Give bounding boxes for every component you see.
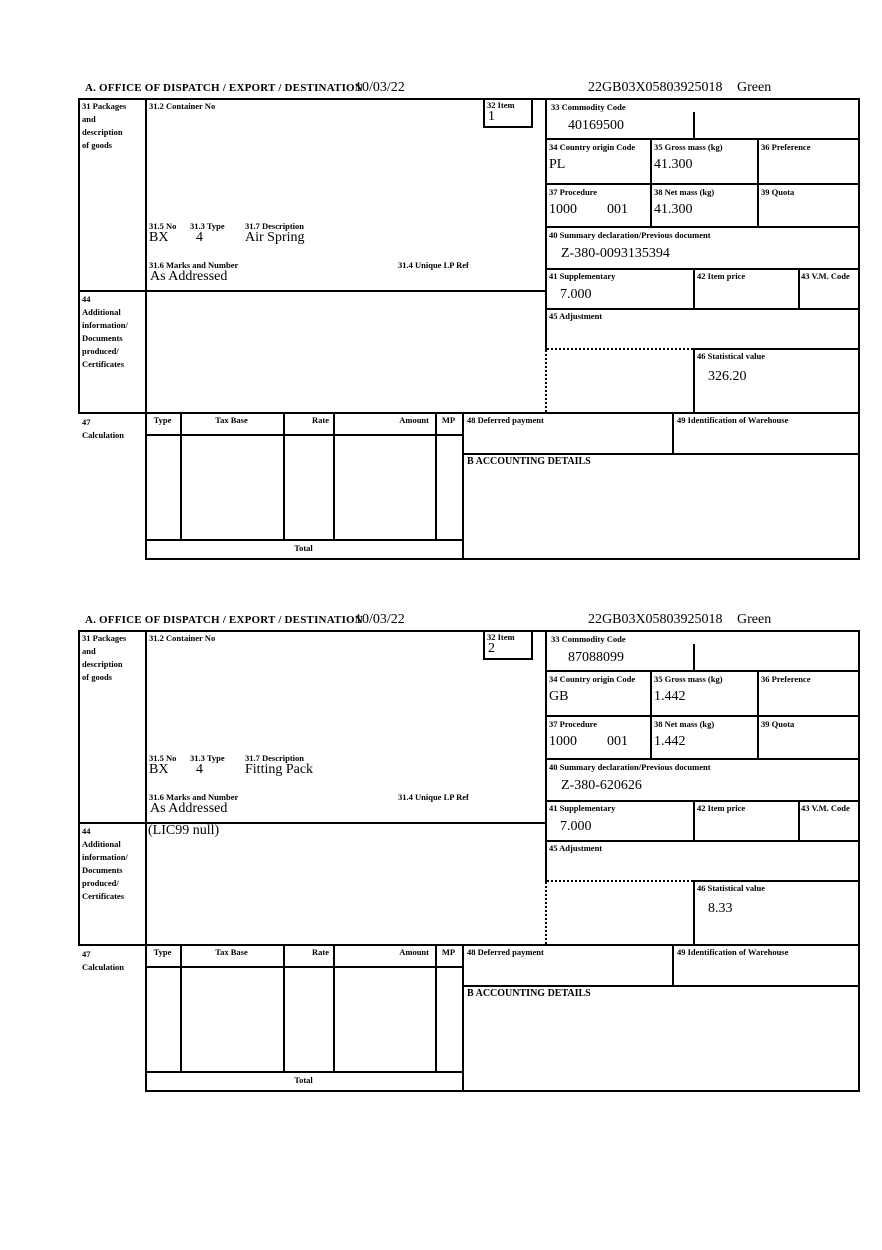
box31-label: of goods — [82, 140, 112, 150]
previous-document-value: Z-380-0093135394 — [561, 246, 670, 261]
supplementary-label: 41 Supplementary — [549, 803, 616, 813]
country-origin-label: 34 Country origin Code — [549, 142, 636, 152]
net-mass-label: 38 Net mass (kg) — [654, 187, 715, 197]
box44-label: produced/ — [82, 878, 119, 888]
grid-line — [757, 138, 759, 226]
marks-number-label: 31.6 Marks and Number — [149, 260, 239, 270]
grid-line — [483, 630, 485, 660]
commodity-code-value: 40169500 — [568, 118, 624, 133]
box47-label: 47 — [82, 949, 91, 959]
grid-line — [145, 966, 462, 968]
vm-code-label: 43 V.M. Code — [801, 803, 850, 813]
grid-line — [693, 348, 860, 350]
procedure-value-1: 1000 — [549, 734, 577, 749]
additional-info-value: (LIC99 null) — [148, 823, 220, 838]
deferred-payment-label: 48 Deferred payment — [467, 947, 544, 957]
quota-label: 39 Quota — [761, 719, 795, 729]
box31-label: and — [82, 646, 96, 656]
routing-status: Green — [737, 612, 772, 627]
box31-label: of goods — [82, 672, 112, 682]
grid-line — [531, 630, 533, 660]
calc-total-label: Total — [294, 543, 313, 553]
package-no-label: 31.5 No — [149, 221, 177, 231]
package-no-value: BX — [149, 230, 169, 245]
grid-line — [693, 268, 695, 308]
grid-line — [693, 800, 695, 840]
summary-declaration-label: 40 Summary declaration/Previous document — [549, 230, 711, 240]
procedure-label: 37 Procedure — [549, 719, 598, 729]
net-mass-value: 1.442 — [654, 734, 686, 749]
box44-label: 44 — [82, 294, 91, 304]
grid-line — [757, 670, 759, 758]
warehouse-id-label: 49 Identification of Warehouse — [677, 947, 789, 957]
grid-line — [545, 183, 860, 185]
box44-label: Certificates — [82, 891, 125, 901]
grid-line — [78, 944, 860, 946]
item-grid — [78, 630, 860, 1092]
grid-line — [545, 268, 860, 270]
box44-label: produced/ — [82, 346, 119, 356]
calc-amount-header: Amount — [399, 947, 429, 957]
marks-number-label: 31.6 Marks and Number — [149, 792, 239, 802]
package-description-label: 31.7 Description — [245, 221, 305, 231]
grid-line — [145, 1090, 860, 1092]
calc-rate-header: Rate — [312, 947, 329, 957]
grid-line — [483, 658, 533, 660]
package-type-label: 31.3 Type — [190, 221, 225, 231]
grid-line — [145, 558, 860, 560]
package-description-value: Air Spring — [245, 230, 305, 245]
procedure-label: 37 Procedure — [549, 187, 598, 197]
calc-mp-header: MP — [441, 947, 456, 957]
grid-line — [78, 98, 860, 100]
grid-line — [650, 670, 652, 758]
calc-rate-header: Rate — [312, 415, 329, 425]
dotted-line — [547, 348, 693, 350]
grid-line — [483, 98, 485, 128]
box31-label: description — [82, 659, 123, 669]
declaration-reference: 22GB03X05803925018 — [588, 612, 723, 627]
box44-label: Certificates — [82, 359, 125, 369]
preference-label: 36 Preference — [761, 674, 811, 684]
box44-label: information/ — [82, 320, 128, 330]
item-price-label: 42 Item price — [697, 803, 746, 813]
calc-total-label: Total — [294, 1075, 313, 1085]
calc-type-header: Type — [153, 947, 172, 957]
grid-line — [545, 758, 860, 760]
grid-line — [333, 412, 335, 541]
dotted-line — [545, 350, 547, 412]
statistical-value: 8.33 — [708, 901, 733, 916]
grid-line — [78, 630, 80, 946]
grid-line — [283, 412, 285, 541]
box31-label: and — [82, 114, 96, 124]
grid-line — [798, 800, 800, 840]
grid-line — [545, 840, 860, 842]
grid-line — [145, 630, 147, 1092]
declaration-date: 10/03/22 — [355, 612, 405, 627]
accounting-details-label: B ACCOUNTING DETAILS — [467, 988, 591, 999]
summary-declaration-label: 40 Summary declaration/Previous document — [549, 762, 711, 772]
statistical-value-label: 46 Statistical value — [697, 883, 765, 893]
grid-line — [145, 98, 147, 560]
grid-line — [180, 412, 182, 541]
office-of-dispatch-label: A. OFFICE OF DISPATCH / EXPORT / DESTINATION — [85, 614, 363, 626]
commodity-code-label: 33 Commodity Code — [551, 634, 626, 644]
grid-line — [462, 985, 860, 987]
country-origin-label: 34 Country origin Code — [549, 674, 636, 684]
declaration-date: 10/03/22 — [355, 80, 405, 95]
package-no-label: 31.5 No — [149, 753, 177, 763]
statistical-value: 326.20 — [708, 369, 747, 384]
grid-line — [858, 98, 860, 560]
package-type-label: 31.3 Type — [190, 753, 225, 763]
procedure-value-2: 001 — [607, 202, 628, 217]
grid-line — [545, 308, 860, 310]
dotted-line — [547, 880, 693, 882]
declaration-item-1 — [78, 80, 862, 562]
declaration-reference: 22GB03X05803925018 — [588, 80, 723, 95]
grid-line — [531, 98, 533, 128]
statistical-value-label: 46 Statistical value — [697, 351, 765, 361]
commodity-code-divider — [693, 112, 695, 138]
commodity-code-value: 87088099 — [568, 650, 624, 665]
accounting-details-label: B ACCOUNTING DETAILS — [467, 456, 591, 467]
grid-line — [145, 434, 462, 436]
item-number-value: 1 — [488, 109, 495, 124]
box47-label: 47 — [82, 417, 91, 427]
unique-lp-ref-label: 31.4 Unique LP Ref — [398, 260, 469, 270]
grid-line — [462, 412, 464, 560]
item-price-label: 42 Item price — [697, 271, 746, 281]
previous-document-value: Z-380-620626 — [561, 778, 642, 793]
box44-label: information/ — [82, 852, 128, 862]
grid-line — [283, 944, 285, 1073]
box31-label: 31 Packages — [82, 633, 127, 643]
calc-amount-header: Amount — [399, 415, 429, 425]
gross-mass-value: 41.300 — [654, 157, 693, 172]
vm-code-label: 43 V.M. Code — [801, 271, 850, 281]
grid-line — [545, 800, 860, 802]
commodity-code-label: 33 Commodity Code — [551, 102, 626, 112]
grid-line — [78, 412, 860, 414]
dotted-line — [545, 882, 547, 944]
supplementary-label: 41 Supplementary — [549, 271, 616, 281]
grid-line — [435, 412, 437, 541]
supplementary-value: 7.000 — [560, 287, 592, 302]
adjustment-label: 45 Adjustment — [549, 311, 603, 321]
declaration-item-2 — [78, 612, 862, 1094]
unique-lp-ref-label: 31.4 Unique LP Ref — [398, 792, 469, 802]
grid-line — [545, 630, 547, 882]
calc-tax-base-header: Tax Base — [215, 947, 248, 957]
grid-line — [78, 290, 547, 292]
grid-line — [798, 268, 800, 308]
marks-value: As Addressed — [150, 269, 228, 284]
grid-line — [462, 453, 860, 455]
calc-tax-base-header: Tax Base — [215, 415, 248, 425]
grid-line — [333, 944, 335, 1073]
grid-line — [78, 98, 80, 414]
procedure-value-2: 001 — [607, 734, 628, 749]
item-number-label: 32 Item — [487, 100, 515, 110]
grid-line — [545, 670, 860, 672]
box44-label: Additional — [82, 839, 121, 849]
grid-line — [78, 630, 860, 632]
box47-label: Calculation — [82, 430, 125, 440]
gross-mass-value: 1.442 — [654, 689, 686, 704]
grid-line — [693, 880, 695, 944]
package-type-value: 4 — [196, 230, 203, 245]
routing-status: Green — [737, 80, 772, 95]
calc-type-header: Type — [153, 415, 172, 425]
grid-line — [462, 944, 464, 1092]
grid-line — [483, 126, 533, 128]
grid-line — [145, 539, 462, 541]
grid-line — [545, 138, 860, 140]
grid-line — [145, 1071, 462, 1073]
marks-value: As Addressed — [150, 801, 228, 816]
grid-line — [545, 98, 547, 350]
deferred-payment-label: 48 Deferred payment — [467, 415, 544, 425]
grid-line — [545, 715, 860, 717]
box44-label: Documents — [82, 865, 123, 875]
package-description-label: 31.7 Description — [245, 753, 305, 763]
grid-line — [180, 944, 182, 1073]
grid-line — [545, 226, 860, 228]
container-no-label: 31.2 Container No — [149, 101, 216, 111]
net-mass-value: 41.300 — [654, 202, 693, 217]
grid-line — [672, 412, 674, 455]
grid-line — [693, 880, 860, 882]
package-type-value: 4 — [196, 762, 203, 777]
box44-label: Documents — [82, 333, 123, 343]
adjustment-label: 45 Adjustment — [549, 843, 603, 853]
commodity-code-divider — [693, 644, 695, 670]
grid-line — [435, 944, 437, 1073]
box31-label: description — [82, 127, 123, 137]
item-number-value: 2 — [488, 641, 495, 656]
calc-mp-header: MP — [441, 415, 456, 425]
warehouse-id-label: 49 Identification of Warehouse — [677, 415, 789, 425]
net-mass-label: 38 Net mass (kg) — [654, 719, 715, 729]
grid-line — [693, 348, 695, 412]
container-no-label: 31.2 Container No — [149, 633, 216, 643]
gross-mass-label: 35 Gross mass (kg) — [654, 674, 723, 684]
supplementary-value: 7.000 — [560, 819, 592, 834]
package-description-value: Fitting Pack — [245, 762, 314, 777]
package-no-value: BX — [149, 762, 169, 777]
grid-line — [672, 944, 674, 987]
item-number-label: 32 Item — [487, 632, 515, 642]
box47-label: Calculation — [82, 962, 125, 972]
preference-label: 36 Preference — [761, 142, 811, 152]
quota-label: 39 Quota — [761, 187, 795, 197]
box44-label: 44 — [82, 826, 91, 836]
grid-line — [858, 630, 860, 1092]
grid-line — [650, 138, 652, 226]
country-origin-value: PL — [549, 157, 566, 172]
procedure-value-1: 1000 — [549, 202, 577, 217]
gross-mass-label: 35 Gross mass (kg) — [654, 142, 723, 152]
box44-label: Additional — [82, 307, 121, 317]
office-of-dispatch-label: A. OFFICE OF DISPATCH / EXPORT / DESTINATION — [85, 82, 363, 94]
box31-label: 31 Packages — [82, 101, 127, 111]
country-origin-value: GB — [549, 689, 569, 704]
item-grid — [78, 98, 860, 560]
